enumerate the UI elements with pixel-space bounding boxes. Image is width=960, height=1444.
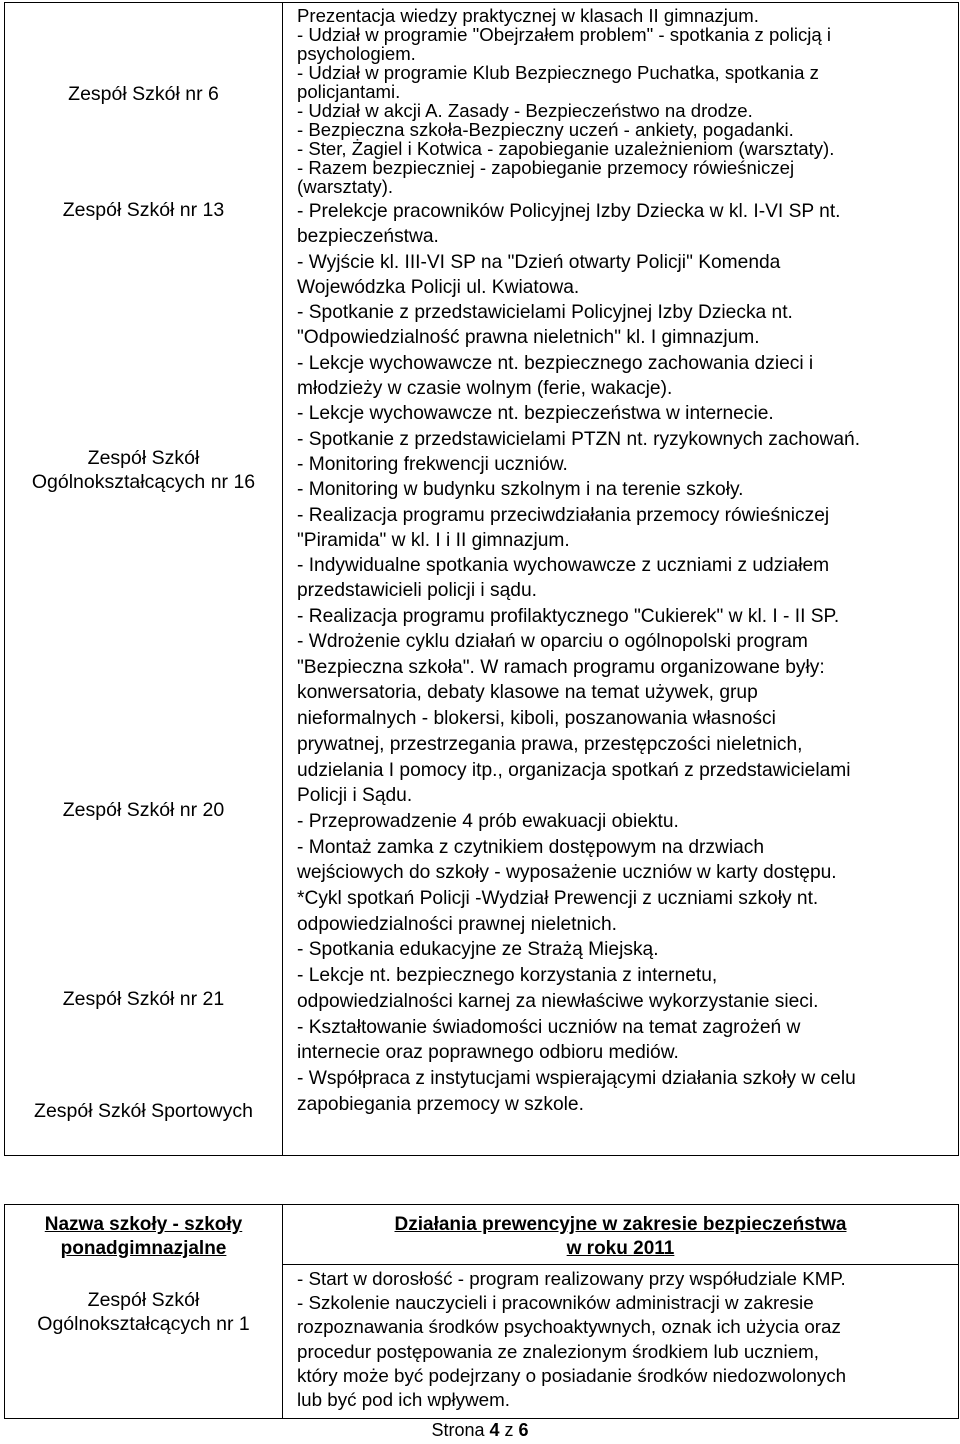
column-header-line: w roku 2011 [566,1238,675,1259]
activity-line: - Spotkanie z przedstawicielami PTZN nt. ryzykownych zachowań. [297,428,861,450]
header-school-name [5,1205,283,1419]
activity-line: - Kształtowanie świadomości uczniów na temat zagrożeń w [297,1016,801,1038]
activity-line: - Współpraca z instytucjami wspierającymi działania szkoły w celu [297,1068,856,1089]
activity-line: (warsztaty). [297,176,394,197]
line-group-large-2 [297,629,958,1117]
activities-table-ponadgimnazjalne [4,1204,959,1419]
activity-line: - Udział w programie "Obejrzałem problem" - spotkania z policją i [297,24,832,45]
activity-line: - Realizacja programu profilaktycznego "Cukierek" w kl. I - II SP. [297,605,840,627]
activity-line: procedur postępowania ze znalezionym środkiem lub uczniem, [297,1340,819,1362]
activity-line: - Monitoring frekwencji uczniów. [297,453,568,475]
activity-line: - Montaż zamka z czytnikiem dostępowym na drzwiach [297,836,765,858]
activity-line: - Razem bezpieczniej - zapobieganie przemocy rówieśniczej [297,157,795,178]
activity-line: - Start w dorosłość - program realizowany przy współudziale KMP. [297,1268,846,1289]
page-total: 6 [518,1420,529,1440]
activity-line: odpowiedzialności prawnej nieletnich. [297,913,617,935]
activity-line: - Spotkania edukacyjne ze Strażą Miejską. [297,939,659,961]
column-header [283,1205,958,1261]
activities-table-gimnazjum [4,2,959,1156]
school-name: Zespół Szkół Sportowych [34,1100,253,1122]
column-header-line: Nazwa szkoły - szkoły [44,1214,243,1235]
school-name [5,447,282,494]
page-footer-prefix: Strona [431,1420,485,1440]
school-name-line: Ogólnokształcących nr 1 [37,1313,250,1335]
activity-line: psychologiem. [297,43,416,64]
activity-line: udzielania I pomocy itp., organizacja spotkań z przedstawicielami [297,759,851,781]
activity-line: wejściowych do szkoły - wyposażenie uczniów w karty dostępu. [297,862,837,884]
school-name: Zespół Szkół nr 6 [68,83,219,105]
activity-line: - Lekcje wychowawcze nt. bezpiecznego zachowania dzieci i [297,352,814,374]
school-name: Zespół Szkół nr 13 [62,199,225,221]
school-name [5,1288,282,1336]
activity-line: - Bezpieczna szkoła-Bezpieczny uczeń - ankiety, pogadanki. [297,119,794,140]
activity-line: internecie oraz poprawnego odbioru mediów. [297,1042,679,1064]
activity-line: przedstawicieli policji i sądu. [297,580,537,602]
activity-line: młodzieży w czasie wolnym (ferie, wakacje). [297,378,673,400]
activity-line: - Realizacja programu przeciwdziałania przemocy rówieśniczej [297,504,830,526]
activity-line: konwersatoria, debaty klasowe na temat używek, grup [297,682,758,704]
column-header [5,1205,282,1261]
page-number: 4 [489,1420,500,1440]
activity-line: - Wdrożenie cyklu działań w oparciu o ogólnopolski program [297,631,808,653]
activity-line: - Udział w akcji A. Zasady - Bezpieczeństwo na drodze. [297,100,753,121]
page-footer [0,1419,960,1441]
activity-line: - Spotkanie z przedstawicielami Policyjnej Izby Dziecka nt. [297,302,793,324]
activities-text [283,3,958,1117]
activity-line: bezpieczeństwa. [297,226,439,248]
activity-line: - Lekcje wychowawcze nt. bezpieczeństwa w internecie. [297,403,774,425]
activity-line: - Monitoring w budynku szkolnym i na terenie szkoły. [297,479,744,501]
activity-line: który może być podejrzany o posiadanie środków niedozwolonych [297,1364,847,1386]
activity-line: - Ster, Żagiel i Kotwica - zapobieganie uzależnieniom (warsztaty). [297,138,835,159]
activity-line: zapobiegania przemocy w szkole. [297,1093,584,1115]
activities-cell [283,3,959,1156]
activity-line: nieformalnych - blokersi, kiboli, poszanowania własności [297,708,776,730]
page-footer-sep: z [504,1420,514,1440]
activity-line: "Odpowiedzialność prawna nieletnich" kl. I gimnazjum. [297,327,760,349]
activities-text [283,1265,958,1418]
activity-line: - Szkolenie nauczycieli i pracowników administracji w zakresie [297,1292,814,1314]
activity-line: "Bezpieczna szkoła". W ramach programu organizowane były: [297,656,825,678]
activity-line: - Lekcje nt. bezpiecznego korzystania z internetu, [297,965,718,987]
activity-line: "Piramida" w kl. I i II gimnazjum. [297,529,570,551]
activity-line: Wojewódzka Policji ul. Kwiatowa. [297,276,580,298]
header-activities [283,1205,959,1419]
school-name: Zespół Szkół nr 21 [62,988,225,1010]
activity-line: rozpoznawania środków psychoaktywnych, oznak ich użycia oraz [297,1316,841,1338]
column-header-line: ponadgimnazjalne [60,1238,227,1259]
activity-line: - Indywidualne spotkania wychowawcze z uczniami z udziałem [297,555,830,577]
activity-line: odpowiedzialności karnej za niewłaściwe wykorzystanie sieci. [297,990,819,1012]
activity-line: policjantami. [297,81,401,102]
activity-line: Policji i Sądu. [297,785,413,807]
line-group-small [297,6,958,196]
activity-line: - Udział w programie Klub Bezpiecznego Puchatka, spotkania z [297,62,819,83]
activity-line: lub być pod ich wpływem. [297,1389,510,1411]
line-group-large-1 [297,199,958,629]
activity-line: prywatnej, przestrzegania prawa, przestępczości nieletnich, [297,733,803,755]
activity-line: - Wyjście kl. III-VI SP na "Dzień otwarty Policji" Komenda [297,251,781,273]
activity-line: Prezentacja wiedzy praktycznej w klasach II gimnazjum. [297,5,759,26]
activity-line: *Cykl spotkań Policji -Wydział Prewencji z uczniami szkoły nt. [297,888,819,910]
school-name-line: Zespół Szkół Ogólnokształcących nr 16 [31,447,256,493]
activity-line: - Prelekcje pracowników Policyjnej Izby Dziecka w kl. I-VI SP nt. [297,201,841,222]
school-names-cell [5,3,283,1156]
school-name: Zespół Szkół nr 20 [62,799,225,821]
activity-line: - Przeprowadzenie 4 prób ewakuacji obiektu. [297,810,679,832]
school-name-line: Zespół Szkół [87,1289,200,1311]
column-header-line: Działania prewencyjne w zakresie bezpieczeństwa [394,1214,847,1235]
